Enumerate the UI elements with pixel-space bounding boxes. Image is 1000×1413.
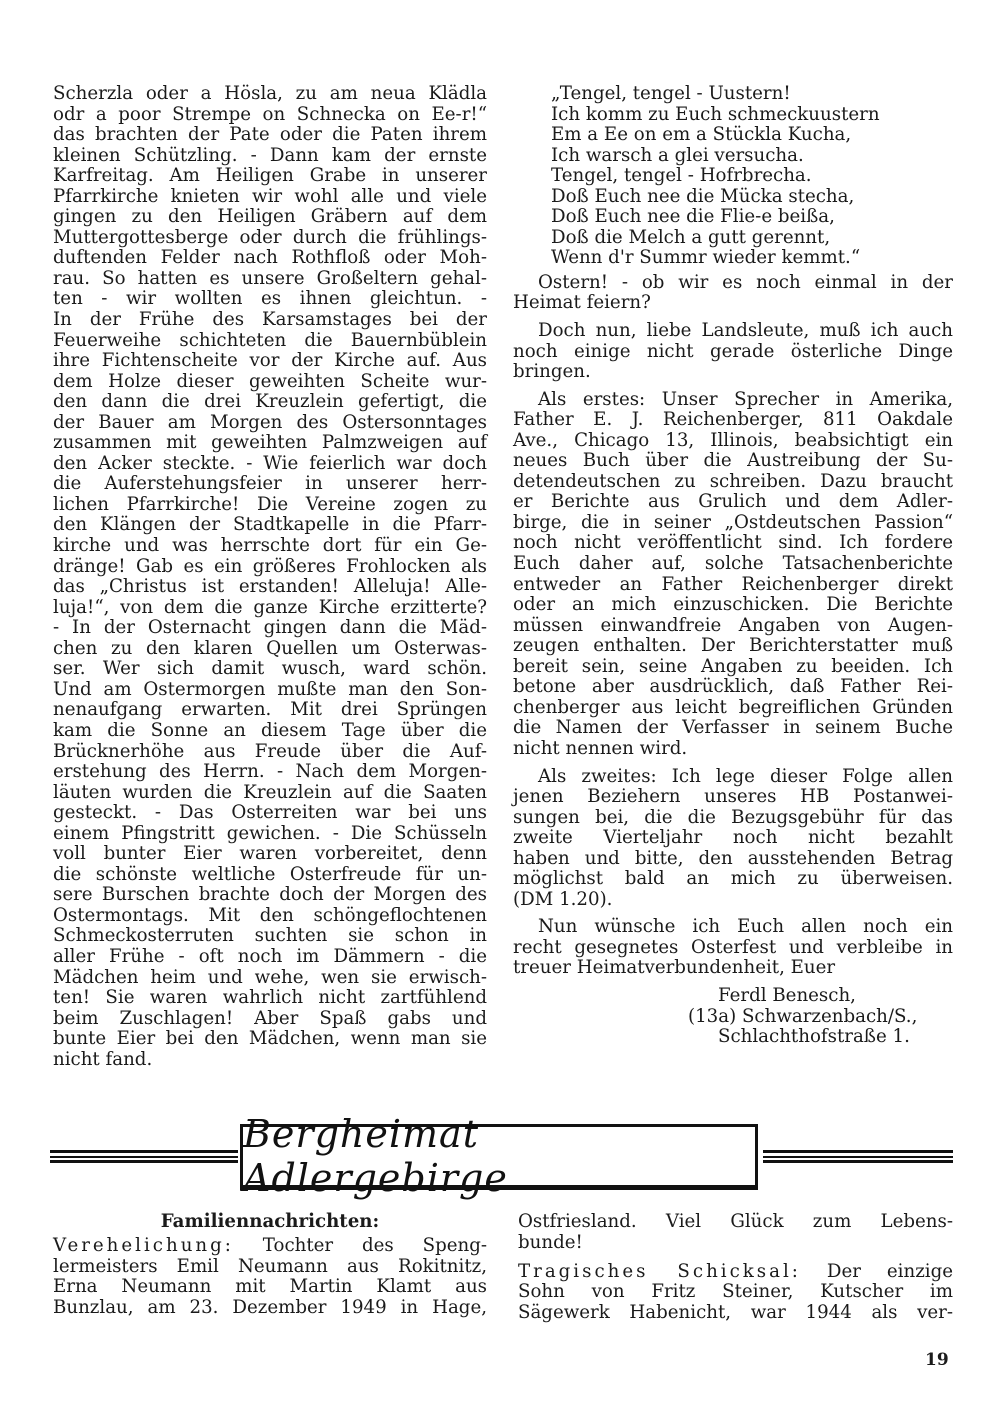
text-line: oder an mich einzuschicken. Die Berichte (513, 594, 953, 616)
family-news-right (518, 1212, 953, 1324)
marriage-line: lermeisters Emil Neumann aus Rokitnitz, (53, 1255, 487, 1277)
text-line: detendeutschen zu schreiben. Dazu braucht (513, 470, 953, 492)
continuation-line: Ostfriesland. Viel Glück zum Lebens- (518, 1211, 953, 1232)
text-line: kleinen Schützling. - Dann kam der ernste (53, 144, 487, 166)
marriage-label: Verehelichung: (53, 1234, 234, 1256)
text-line: luja!“, von dem die ganze Kirche erzitterte? (53, 596, 487, 618)
paragraph (513, 321, 953, 383)
text-line: bereit sein, seine Angaben zu beeiden. Ich (513, 655, 953, 677)
poem-line: Ich komm zu Euch schmeckuustern (551, 103, 880, 125)
text-line: den Klängen der Stadtkapelle in die Pfarr- (53, 514, 487, 536)
text-line: nicht nennen wird. (513, 737, 688, 759)
signature-address-2: Schlachthofstraße 1. (718, 1026, 910, 1048)
text-line: haben und bitte, den ausstehenden Betrag (513, 847, 953, 869)
text-line: er Berichte aus Grulich und dem Adler- (513, 491, 953, 513)
text-line: die Namen der Verfasser in seinem Buche (513, 717, 953, 739)
poem-line: Em a Ee on em a Stückla Kucha, (551, 124, 852, 146)
marriage-line: Bunzlau, am 23. Dezember 1949 in Hage, (53, 1297, 487, 1319)
paragraph (513, 273, 953, 314)
text-line: aller Frühe - oft noch im Dämmern - die (53, 945, 487, 967)
text-line: dränge! Gab es ein größeres Frohlocken als (53, 555, 487, 577)
text-line: ser. Wer sich damit wusch, ward schön. (53, 658, 487, 680)
tragic-first-line: Tragisches Schicksal: Der einzige (518, 1260, 954, 1282)
text-line: zeugen enthalten. Der Berichterstatter muß (513, 635, 953, 657)
text-line: müssen einwandfreie Angaben von Augen- (513, 614, 953, 636)
poem-line: „Tengel, tengel - Uustern! (551, 83, 791, 104)
poem-line: Doß Euch nee die Mücka stecha, (551, 185, 855, 207)
easter-poem (513, 84, 953, 269)
text-line: neues Buch über die Austreibung der Su- (513, 450, 953, 472)
text-line: odr a poor Strempe on Schnecka on Ee-r!“ (53, 103, 487, 125)
text-line: das „Christus ist erstanden! Alleluja! Alle- (53, 576, 487, 598)
text-line: Schmeckosterruten suchten sie schon in (53, 925, 487, 947)
text-line: entweder an Father Reichenberger direkt (513, 573, 953, 595)
text-line: betone aber ausdrücklich, daß Father Rei- (513, 676, 953, 698)
text-line: Feuerweihe schichteten die Bauernbüblein (53, 329, 487, 351)
text-line: Und am Ostermorgen mußte man den Son- (53, 678, 487, 700)
text-line: Pfarrkirche knieten wir wohl alle und viele (53, 185, 487, 207)
text-line: kam die Sonne an diesem Tage über die (53, 719, 487, 741)
text-line: Brücknerhöhe aus Freude über die Auf- (53, 740, 487, 762)
text-line: Ostermontags. Mit den schöngeflochtenen (53, 904, 487, 926)
text-line: dem Holze dieser geweihten Scheite wur- (53, 370, 487, 392)
left-column-text (53, 84, 487, 1070)
text-line: Doch nun, liebe Landsleute, muß ich auch (538, 320, 953, 342)
text-line: Mädchen heim und wehe, wen sie erwisch- (53, 966, 487, 988)
text-line: nenaufgang erwarten. Mit drei Sprüngen (53, 699, 487, 721)
text-line: der Bauer am Morgen des Ostersonntages (53, 411, 487, 433)
text-line: bunte Eier bei den Mädchen, wenn man sie (53, 1028, 487, 1050)
text-line: noch nicht veröffentlicht sind. Ich fordere (513, 532, 953, 554)
banner-rule-left (50, 1150, 238, 1164)
text-line: rau. So hatten es unsere Großeltern gehal- (53, 267, 487, 289)
text-line: das brachten der Pate oder die Paten ihrem (53, 124, 487, 146)
text-line: Father E. J. Reichenberger, 811 Oakdale (513, 409, 953, 431)
banner-rule-right (763, 1150, 953, 1164)
right-column-text (513, 84, 953, 1048)
paragraph (513, 917, 953, 979)
poem-line: Doß die Melch a gutt gerennt, (551, 226, 831, 248)
signature-block (513, 986, 953, 1048)
text-line: den Acker steckte. - Wie feierlich war doch (53, 452, 487, 474)
text-line: ten! Sie waren wahrlich nicht zartfühlend (53, 987, 487, 1009)
text-line: Scherzla oder a Hösla, zu am neua Klädla (53, 83, 487, 104)
text-line: treuer Heimatverbundenheit, Euer (513, 957, 836, 979)
banner-box (240, 1112, 758, 1200)
tragic-line: Sohn von Fritz Steiner, Kutscher im (518, 1281, 953, 1303)
text-line: sungen bei, die die Bezugsgebühr für das (513, 806, 953, 828)
text-line: Heimat feiern? (513, 292, 651, 314)
marriage-first-line: Verehelichung: Tochter des Speng- (53, 1234, 487, 1256)
text-line: duftenden Felder nach Rothfloß oder Moh- (53, 247, 487, 269)
text-line: birge, die in seiner „Ostdeutschen Passion“ (513, 511, 953, 533)
text-line: recht gesegnetes Osterfest und verbleibe in (513, 936, 953, 958)
banner-title: Bergheimat Adlergebirge (243, 1112, 508, 1200)
text-line: voll bunter Eier waren vorbereitet, denn (53, 843, 487, 865)
text-line: zusammen mit geweihten Palmzweigen auf (53, 432, 487, 454)
text-line: Ostern! - ob wir es noch einmal in der (538, 271, 953, 293)
text-line: nicht fand. (53, 1048, 153, 1070)
poem-line: Ich warsch a glei versucha. (551, 144, 804, 166)
text-line: In der Frühe des Karsamstages bei der (53, 309, 487, 331)
family-news-heading: Familiennachrichten: (160, 1211, 380, 1232)
text-line: möglichst bald an mich zu überweisen. (513, 868, 953, 890)
section-banner (50, 1112, 953, 1200)
signature-name: Ferdl Benesch, (718, 984, 856, 1006)
tragic-line: Sägewerk Habenicht, war 1944 als ver- (518, 1302, 953, 1324)
text-line: Muttergottesberge oder durch die frühlings- (53, 226, 487, 248)
text-line: lichen Pfarrkirche! Die Vereine zogen zu (53, 493, 487, 515)
text-line: Nun wünsche ich Euch allen noch ein (538, 916, 953, 938)
marriage-line: Erna Neumann mit Martin Klamt aus (53, 1276, 487, 1298)
text-line: die Auferstehungsfeier in unserer herr- (53, 473, 487, 495)
text-line: noch einige nicht gerade österliche Dinge (513, 340, 953, 362)
poem-line: Tengel, tengel - Hofrbrecha. (551, 165, 812, 187)
text-line: chen zu den klaren Quellen um Osterwas- (53, 637, 487, 659)
text-line: einem Pfingstritt gewichen. - Die Schüsseln (53, 822, 487, 844)
text-line: chenberger aus leicht begreiflichen Gründen (513, 696, 953, 718)
text-line: gesteckt. - Das Osterreiten war bei uns (53, 802, 487, 824)
text-line: beim Zuschlagen! Aber Spaß gabs und (53, 1007, 487, 1029)
page-number: 19 (925, 1350, 949, 1370)
signature-address-1: (13a) Schwarzenbach/S., (688, 1005, 918, 1027)
tragic-label: Tragisches Schicksal: (518, 1260, 801, 1282)
text-line: den dann die drei Kreuzlein gefertigt, die (53, 391, 487, 413)
text-line: läuten wurden die Kreuzlein auf die Saaten (53, 781, 487, 803)
text-line: ihre Fichtenscheite vor der Kirche auf. Aus (53, 350, 487, 372)
text-line: ten - wir wollten es ihnen gleichtun. - (53, 288, 487, 310)
text-line: kirche und was herrschte dort für ein Ge- (53, 535, 487, 557)
text-line: sere Burschen brachte doch der Morgen des (53, 884, 487, 906)
paragraph (513, 390, 953, 760)
text-line: erstehung des Herrn. - Nach dem Morgen- (53, 761, 487, 783)
text-line: bringen. (513, 361, 591, 383)
text-line: Euch daher auf, solche Tatsachenberichte (513, 553, 953, 575)
text-line: - In der Osternacht gingen dann die Mäd- (53, 617, 487, 639)
text-line: gingen zu den Heiligen Gräbern auf dem (53, 206, 487, 228)
text-line: Als zweites: Ich lege dieser Folge allen (538, 765, 953, 787)
text-line: zweite Vierteljahr noch nicht bezahlt (513, 827, 953, 849)
text-line: die schönste weltliche Osterfreude für un- (53, 863, 487, 885)
poem-line: Doß Euch nee die Flie-e beißa, (551, 206, 835, 228)
text-line: Als erstes: Unser Sprecher in Amerika, (538, 388, 953, 410)
text-line: jenen Beziehern unseres HB Postanwei- (513, 786, 953, 808)
paragraph (513, 767, 953, 911)
text-line: Karfreitag. Am Heiligen Grabe in unserer (53, 165, 487, 187)
text-line: (DM 1.20). (513, 888, 613, 910)
right-paragraphs (513, 273, 953, 979)
text-line: Ave., Chicago 13, Illinois, beabsichtigt ein (513, 429, 953, 451)
poem-line: Wenn d'r Summr wieder kemmt.“ (551, 247, 861, 269)
family-news-left (53, 1212, 487, 1319)
continuation-line: bunde! (518, 1231, 583, 1253)
